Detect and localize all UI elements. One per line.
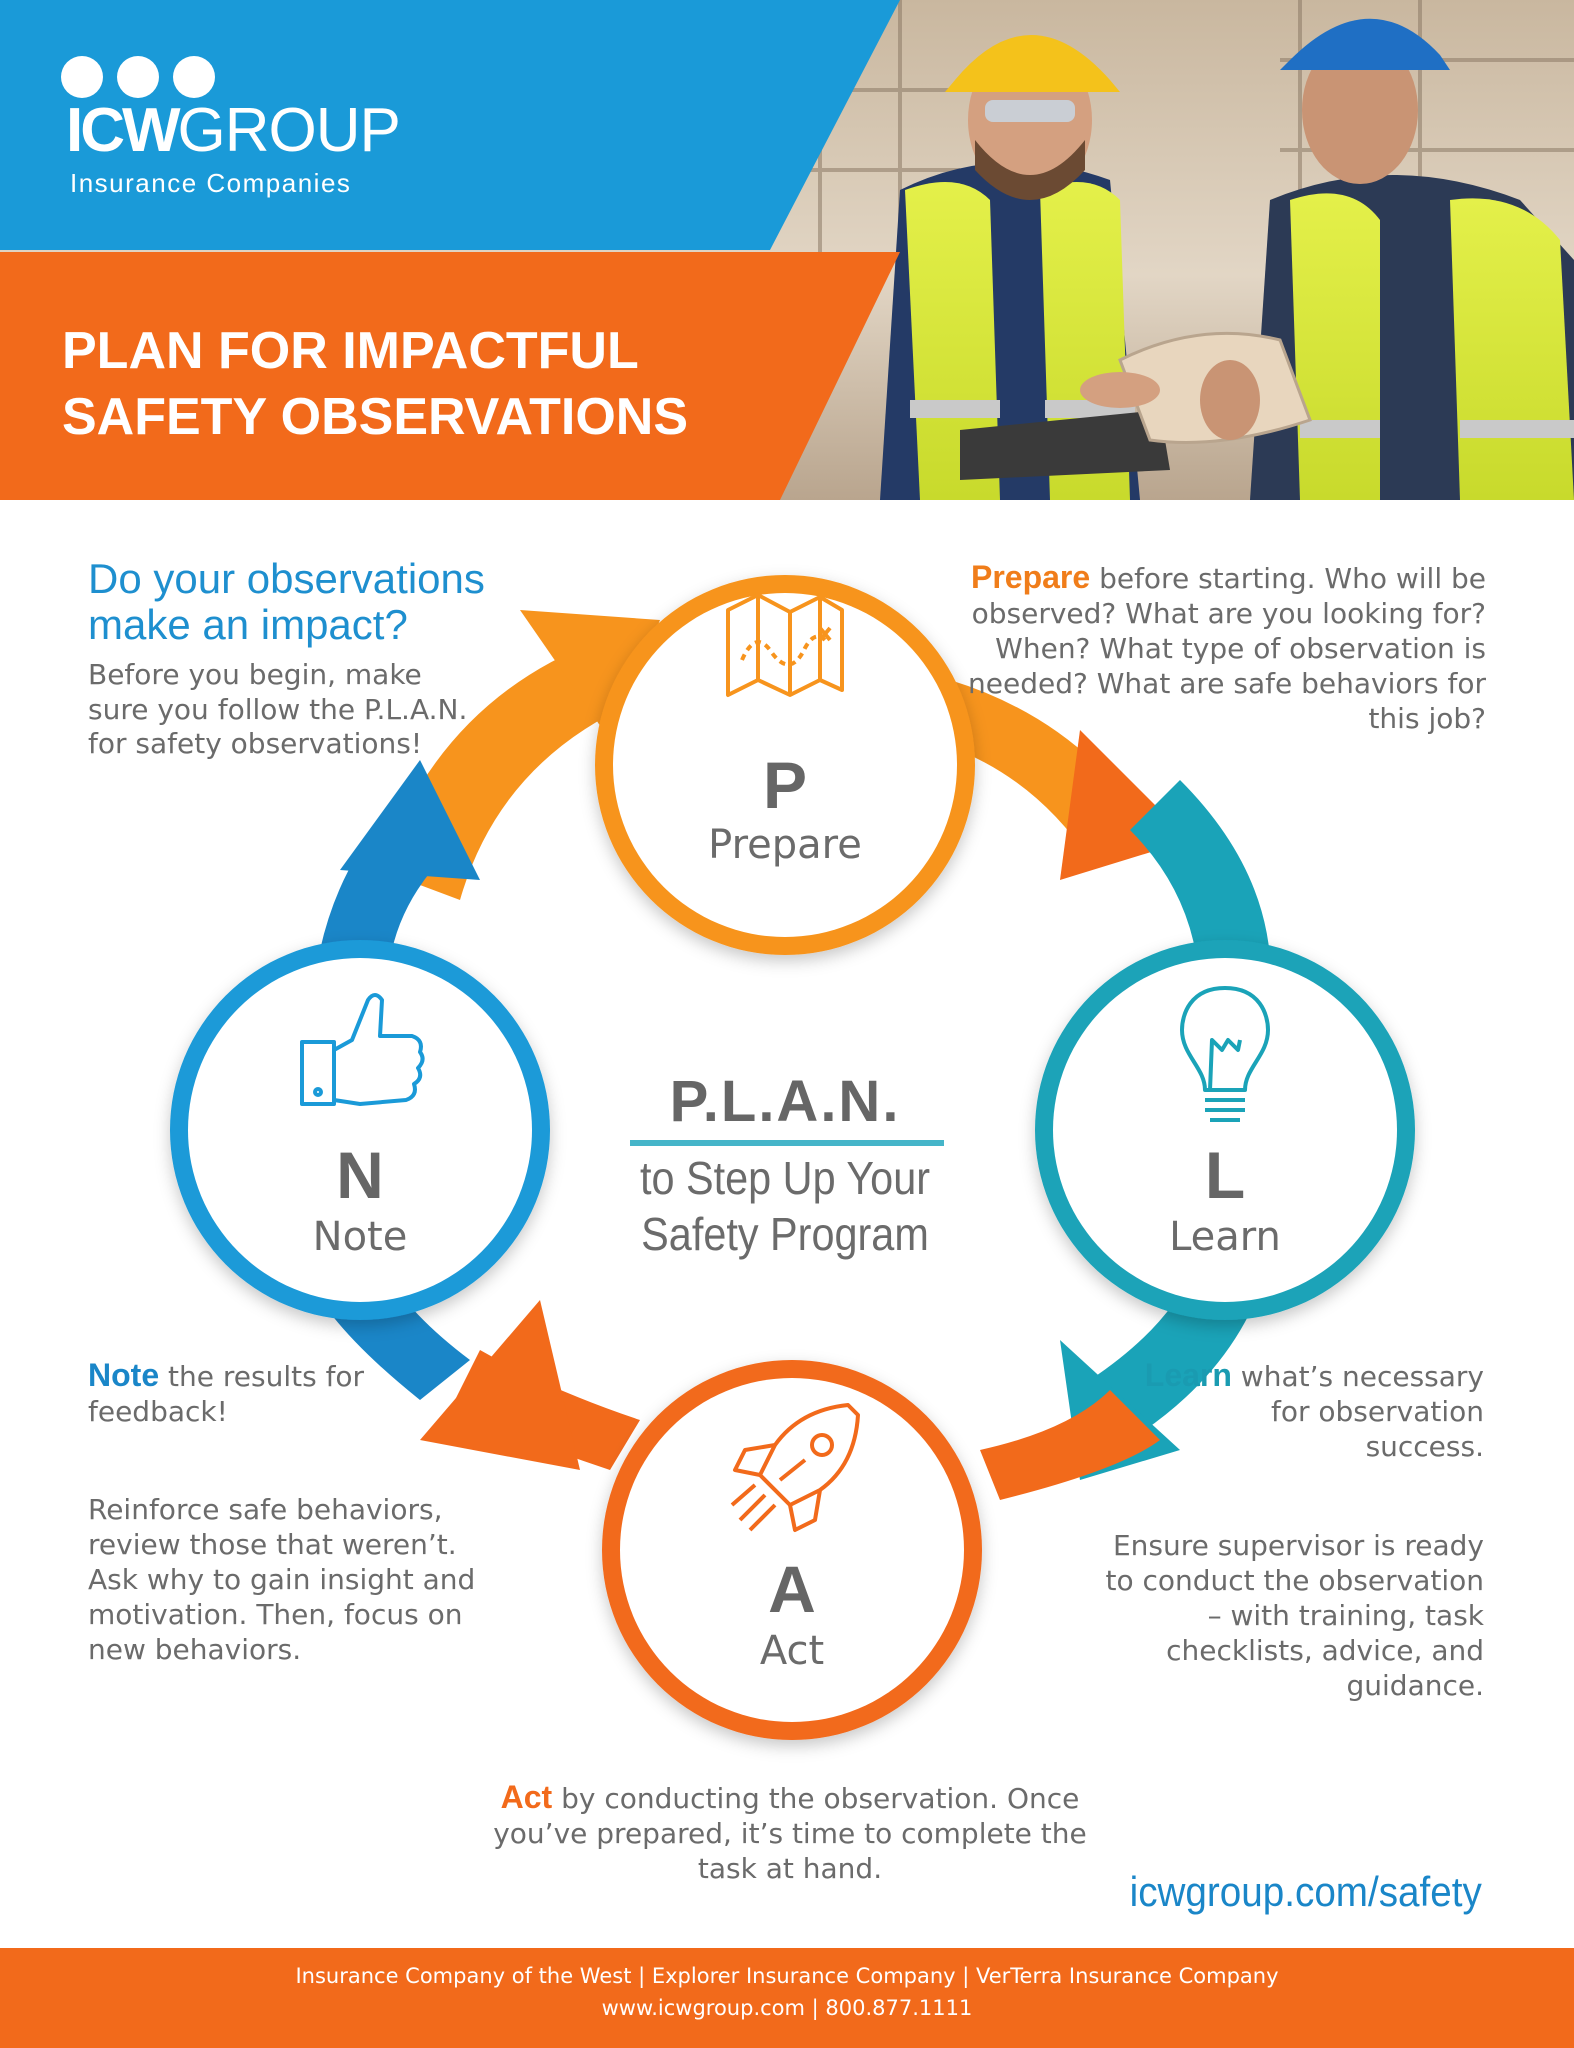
note-description-2: Reinforce safe behaviors, review those that weren’t. Ask why to gain insight and motivation. Then, focus on new behaviors. bbox=[88, 1493, 476, 1666]
note-keyword: Note bbox=[88, 1357, 160, 1393]
node-note bbox=[170, 940, 550, 1320]
logo-brand-bold: ICW bbox=[66, 96, 178, 165]
intro-heading: Do your observations make an impact? bbox=[88, 555, 485, 648]
prepare-keyword: Prepare bbox=[970, 559, 1091, 595]
act-description bbox=[480, 1780, 1100, 1886]
node-act bbox=[602, 1360, 982, 1740]
footer-companies: Insurance Company of the West | Explorer Insurance Company | VerTerra Insurance Company bbox=[295, 1964, 1279, 1988]
node-note-letter: N bbox=[336, 1138, 384, 1212]
node-learn bbox=[1035, 940, 1415, 1320]
safety-url-link[interactable]: icwgroup.com/safety bbox=[1129, 1868, 1482, 1915]
center-subtitle-line-1: to Step Up Your bbox=[639, 1152, 931, 1204]
center-subtitle bbox=[628, 1150, 943, 1262]
learn-description bbox=[1144, 1358, 1484, 1464]
prepare-description-text: before starting. Who will be observed? What are you looking for? When? What type of observation is needed? What are safe behaviors for this job? bbox=[968, 562, 1486, 735]
logo-brand-regular: GROUP bbox=[177, 96, 400, 165]
note-description-text: the results for feedback! bbox=[88, 1360, 365, 1428]
node-act-letter: A bbox=[768, 1552, 816, 1626]
learn-description-text: what’s necessary for observation success. bbox=[1231, 1360, 1484, 1463]
page-title bbox=[62, 318, 688, 450]
header-banner bbox=[0, 0, 1574, 500]
footer bbox=[0, 1948, 1574, 2048]
center-divider bbox=[630, 1140, 944, 1146]
prepare-description bbox=[926, 560, 1486, 736]
intro-body: Before you begin, make sure you follow the P.L.A.N. for safety observations! bbox=[88, 658, 468, 760]
node-prepare bbox=[595, 575, 975, 955]
node-prepare-label: Prepare bbox=[708, 822, 862, 868]
node-act-label: Act bbox=[759, 1628, 825, 1674]
title-line-2: SAFETY OBSERVATIONS bbox=[62, 388, 689, 446]
logo-dots-icon bbox=[60, 52, 220, 102]
note-description bbox=[88, 1358, 388, 1429]
node-prepare-letter: P bbox=[762, 748, 808, 822]
arrow-head-bottom-left bbox=[420, 1300, 580, 1470]
node-learn-label: Learn bbox=[1169, 1214, 1281, 1260]
logo-wordmark bbox=[66, 96, 400, 165]
footer-contact: www.icwgroup.com | 800.877.1111 bbox=[601, 1996, 973, 2020]
learn-keyword: Learn bbox=[1144, 1357, 1232, 1393]
act-description-text: by conducting the observation. Once you’ve prepared, it’s time to complete the task at hand. bbox=[493, 1782, 1087, 1885]
center-title: P.L.A.N. bbox=[669, 1069, 901, 1134]
node-learn-letter: L bbox=[1204, 1138, 1246, 1212]
act-keyword: Act bbox=[500, 1779, 553, 1815]
center-subtitle-line-2: Safety Program bbox=[641, 1208, 929, 1260]
learn-description-2: Ensure supervisor is ready to conduct the observation – with training, task checklists, advice, and guidance. bbox=[1105, 1529, 1484, 1702]
logo-subtitle: Insurance Companies bbox=[70, 168, 352, 198]
title-line-1: PLAN FOR IMPACTFUL bbox=[62, 322, 639, 380]
node-note-label: Note bbox=[312, 1214, 408, 1260]
